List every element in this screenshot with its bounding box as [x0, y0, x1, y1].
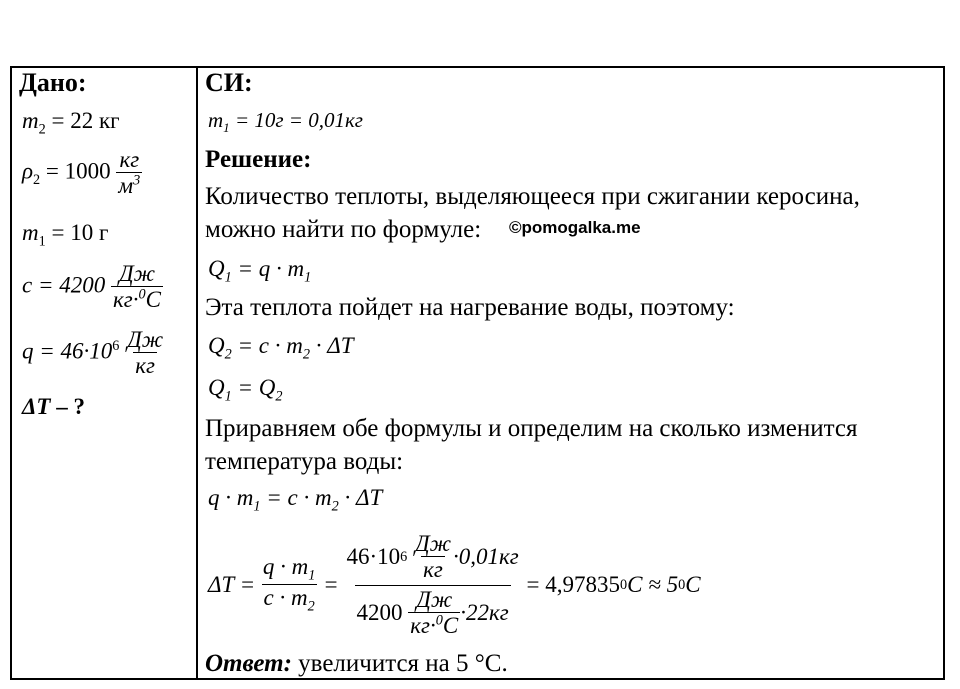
column-divider: [196, 66, 198, 680]
solution-paragraph-1-line-2: можно найти по формуле:: [205, 216, 482, 243]
given-rho2: $\rho_2 = 1000$ $\frac{кг}{м^3}$: [22, 147, 141, 199]
given-m1: $m_1 = 10$ г: [22, 220, 109, 250]
formula-equation: $q \cdot m_1 = c \cdot m_2 \cdot \Delta T$: [208, 485, 383, 515]
given-q: $q = 46\cdot 10^6$ $\frac{Дж}{кг}$: [22, 327, 164, 379]
watermark: ©pomogalka.me: [509, 218, 641, 237]
si-heading: СИ:: [205, 68, 253, 97]
solution-paragraph-2: Эта теплота пойдет на нагревание воды, поэтому:: [205, 294, 735, 321]
si-m1: $m_1 = 10г = 0,01кг$: [208, 108, 363, 136]
solution-paragraph-3-line-2: температура воды:: [205, 448, 404, 475]
given-heading: Дано:: [19, 68, 87, 97]
formula-q1: $Q_1 = q \cdot m_1$: [208, 256, 312, 286]
solution-paragraph-1-line-1: Количество теплоты, выделяющееся при сжигании керосина,: [205, 183, 860, 210]
given-c: c = 4200 $\frac{Дж}{кг\cdot^0C}$: [22, 261, 161, 313]
solution-paragraph-3-line-1: Приравняем обе формулы и определим на сколько изменится: [205, 415, 858, 442]
formula-q1-equals-q2: $Q_1 = Q_2$: [208, 375, 283, 405]
solution-heading: Решение:: [205, 146, 312, 173]
formula-q2: $Q_2 = c \cdot m_2 \cdot \Delta T$: [208, 333, 354, 363]
given-m2: $m_2 = 22$ кг: [22, 108, 120, 138]
given-find: ΔT – ?: [22, 394, 85, 419]
answer: Ответ: увеличится на 5 °С.: [205, 650, 508, 677]
formula-delta-t: ΔT = $\frac{q \cdot m_1}{c \cdot m_2}$ = 46·10 6 $\frac{Дж}{кг}$ ·0,01кг 4200 $\frac{Дж}{кг\cdot^0C}$ ·22кг = 4,97835 0 C ≈ 5 0 C: [208, 531, 701, 638]
